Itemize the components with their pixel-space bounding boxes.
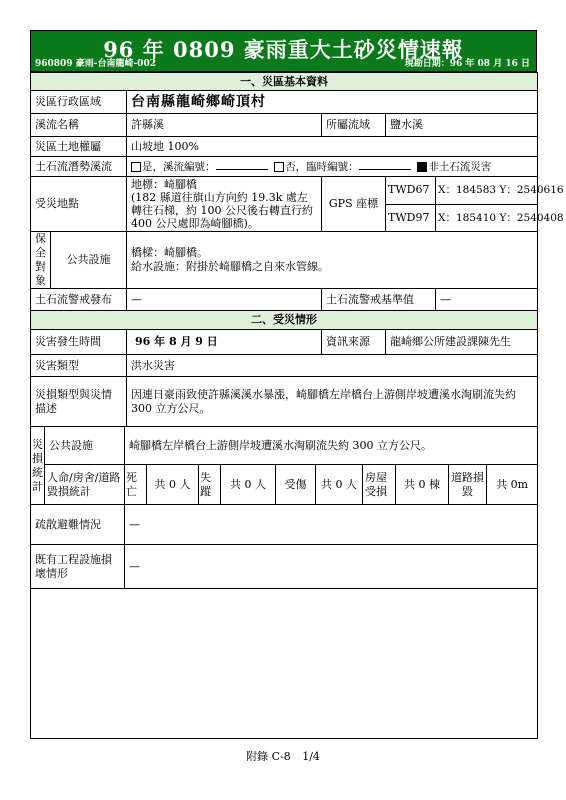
warn-issue-value: — xyxy=(127,289,322,311)
house-label: 房屋受損 xyxy=(363,465,396,505)
basin-label: 所屬流域 xyxy=(322,114,386,137)
desc-value: 因連日豪雨致使許縣溪溪水暴漲，崎腳橋左岸橋台上游側岸坡遭溪水淘刷流失約 300 立方公尺。 xyxy=(127,377,538,427)
debris-label: 土石流潛勢溪流 xyxy=(31,157,127,177)
report-title: 96 年 0809 豪雨重大土砂災情速報 xyxy=(103,37,464,62)
road-value: 共 0m xyxy=(487,465,538,505)
twd97-value: X：185410 Y：2540408 xyxy=(436,204,538,232)
warn-std-label: 土石流警戒基準值 xyxy=(322,289,436,311)
type-value: 洪水災害 xyxy=(127,355,538,377)
debris-none-text: 非土石流災害 xyxy=(428,160,492,173)
location-directions: (182 縣道往旗山方向約 19.3k 處左轉往石梯，約 100 公尺後右轉直行約 400 公尺處即為崎腳橋)。 xyxy=(131,191,313,230)
house-value: 共 0 棟 xyxy=(396,465,449,505)
desc-label: 災損類型與災情描述 xyxy=(31,377,127,427)
location-value xyxy=(127,177,322,232)
land-label: 災區土地權屬 xyxy=(31,137,127,157)
public-value xyxy=(127,232,538,289)
report-page xyxy=(30,30,564,739)
injured-value: 共 0 人 xyxy=(316,465,363,505)
eng-label: 既有工程設施損壞情形 xyxy=(31,545,125,589)
type-label: 災害類型 xyxy=(31,355,127,377)
checkbox-none-checked xyxy=(417,162,427,172)
road-label: 道路損毀 xyxy=(449,465,487,505)
stream-name-value: 許縣溪 xyxy=(127,114,322,137)
checkbox-yes xyxy=(131,162,141,172)
stat-people-label: 人命/房舍/道路毀損統計 xyxy=(45,465,125,505)
public-label: 公共設施 xyxy=(51,232,127,289)
death-label: 死亡 xyxy=(125,465,147,505)
report-code: 960809 豪雨-台南龍崎-002 xyxy=(35,59,156,69)
page-footer xyxy=(0,748,566,764)
twd67-value: X：184583 Y：2540616 xyxy=(436,177,538,205)
debris-options xyxy=(127,157,538,177)
survey-date: 現勘日期：96 年 08 月 16 日 xyxy=(404,59,530,69)
basin-value: 鹽水溪 xyxy=(386,114,538,137)
stream-name-label: 溪流名稱 xyxy=(31,114,127,137)
protect-label: 保全對象 xyxy=(31,232,51,289)
stat-label: 災損統計 xyxy=(31,427,45,505)
debris-yes-text: 是，溪流編號： xyxy=(142,160,216,173)
source-value: 龍崎鄉公所建設課陳先生 xyxy=(386,330,538,355)
blank-line xyxy=(216,160,268,170)
checkbox-no xyxy=(274,162,284,172)
report-table xyxy=(30,72,564,427)
source-label: 資訊來源 xyxy=(322,330,386,355)
location-landmark: 地標：崎腳橋 xyxy=(131,178,197,191)
page-number: 1/4 xyxy=(302,750,320,763)
stat-public-value: 崎腳橋左岸橋台上游側岸坡遭溪水淘刷流失約 300 立方公尺。 xyxy=(125,427,538,465)
admin-area-value: 台南縣龍崎鄉崎頂村 xyxy=(127,91,538,114)
evac-label: 疏散避難情況 xyxy=(31,505,125,545)
twd67-label: TWD67 xyxy=(386,177,436,205)
time-label: 災害發生時間 xyxy=(31,330,127,355)
warn-std-value: — xyxy=(436,289,538,311)
loss-stat-table xyxy=(30,426,538,739)
death-value: 共 0 人 xyxy=(147,465,199,505)
time-value: 96 年 8 月 9 日 xyxy=(127,330,322,355)
location-label: 受災地點 xyxy=(31,177,127,232)
evac-value: — xyxy=(125,505,538,545)
blank-line xyxy=(359,160,411,170)
land-value: 山坡地 100% xyxy=(127,137,538,157)
report-title-bar xyxy=(30,30,537,72)
public-bridge: 橋樑：崎腳橋。 xyxy=(131,246,208,259)
blank-area xyxy=(31,589,538,739)
eng-value: — xyxy=(125,545,538,589)
section1-heading: 一、災區基本資料 xyxy=(31,73,538,91)
gps-label: GPS 座標 xyxy=(322,177,386,232)
missing-label: 失蹤 xyxy=(199,465,221,505)
twd97-label: TWD97 xyxy=(386,204,436,232)
debris-no-text: 否，臨時編號： xyxy=(285,160,359,173)
appendix-label: 附錄 C-8 xyxy=(246,750,291,763)
warn-issue-label: 土石流警戒發布 xyxy=(31,289,127,311)
injured-label: 受傷 xyxy=(276,465,316,505)
public-water: 給水設施：附掛於崎腳橋之自來水管線。 xyxy=(131,260,329,273)
stat-public-label: 公共設施 xyxy=(45,427,125,465)
missing-value: 共 0 人 xyxy=(221,465,276,505)
admin-area-label: 災區行政區域 xyxy=(31,91,127,114)
section2-heading: 二、受災情形 xyxy=(31,311,538,330)
